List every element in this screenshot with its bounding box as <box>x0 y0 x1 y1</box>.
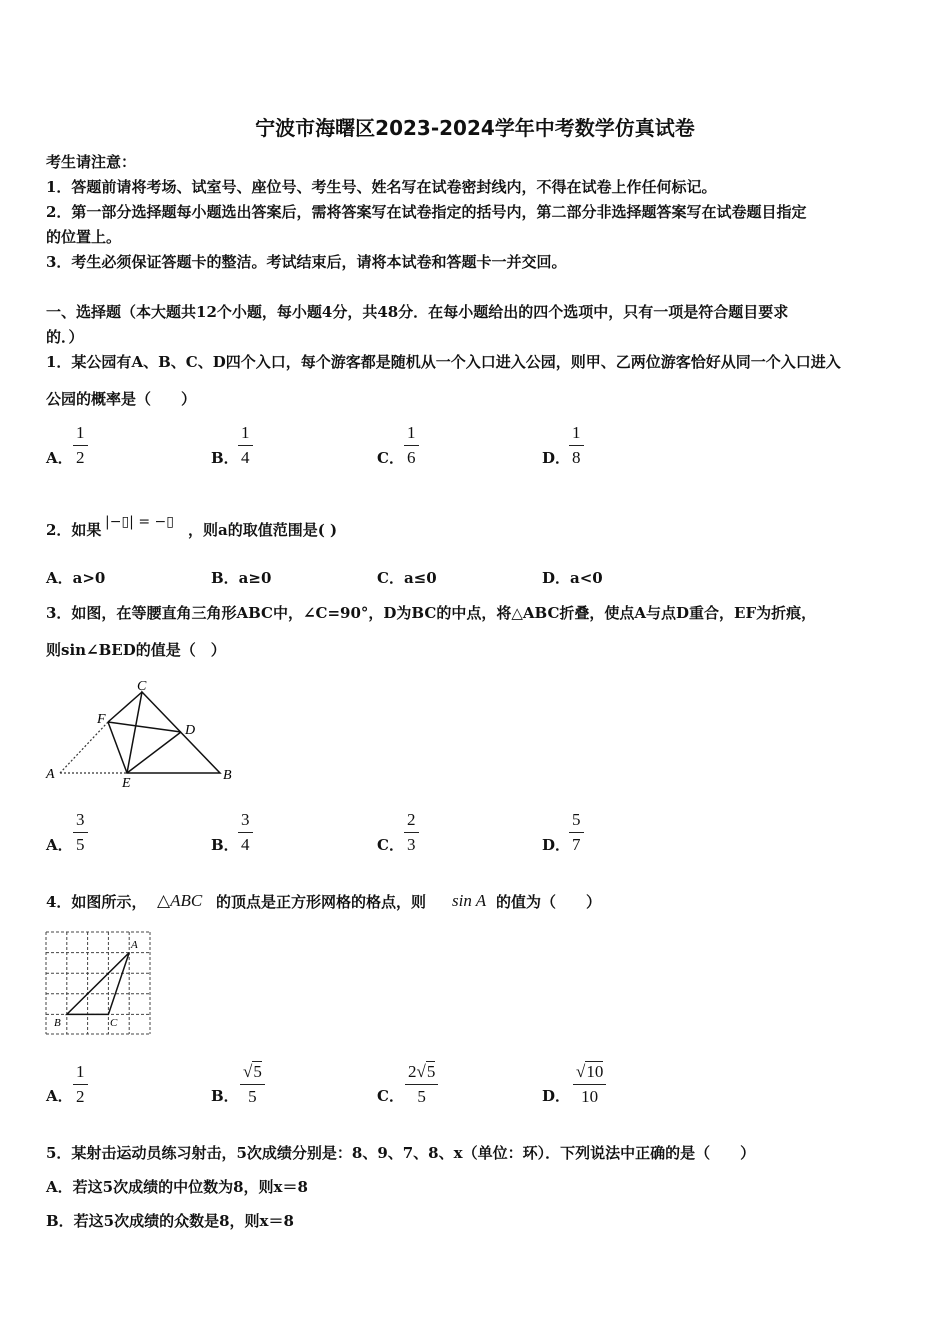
question-4-middle: 的顶点是正方形网格的格点，则 <box>216 893 427 911</box>
question-4-suffix: 的值为（ ） <box>496 893 602 911</box>
option-a-label: A． <box>46 836 73 854</box>
option-d-fraction <box>569 810 584 855</box>
option-a-fraction <box>73 1062 88 1107</box>
option-a-label: A． <box>46 1087 73 1105</box>
option-c-label: C． <box>377 836 404 854</box>
denominator: 2 <box>76 448 85 467</box>
numerator: 1 <box>572 423 581 442</box>
numerator: 1 <box>241 423 250 442</box>
notice-item: 3．考生必须保证答题卡的整洁。考试结束后，请将本试卷和答题卡一并交回。 <box>46 253 567 271</box>
question-4-sin: sin A <box>452 891 487 910</box>
option-b-label: B． <box>211 836 239 854</box>
question-3-figure <box>40 675 240 790</box>
question-2-expression: |−▯| = −▯ <box>105 514 174 530</box>
option-c-label: C． <box>377 1087 404 1105</box>
radicand: 5 <box>426 1062 436 1081</box>
option-c-fraction <box>404 810 419 855</box>
section-heading: 一、选择题（本大题共12个小题，每小题4分，共48分．在每小题给出的四个选项中，只有一项是符合题目要求 <box>46 303 789 321</box>
denominator: 6 <box>407 448 416 467</box>
numerator: 2 <box>407 810 416 829</box>
page-title: 宁波市海曙区2023-2024学年中考数学仿真试卷 <box>255 116 695 140</box>
option-a-label: A． <box>46 449 73 467</box>
option-c-label: C． <box>377 449 404 467</box>
triangle-abc <box>67 953 129 1015</box>
numerator: 3 <box>76 810 85 829</box>
point-label-a: A <box>131 939 138 951</box>
option-a-fraction <box>73 810 88 855</box>
denominator: 3 <box>407 835 416 854</box>
point-label-b: B <box>54 1017 61 1029</box>
notice-item: 2．第一部分选择题每小题选出答案后，需将答案写在试卷指定的括号内，第二部分非选择题答案写在试卷题目指定 <box>46 203 807 221</box>
notice-item: 1．答题前请将考场、试室号、座位号、考生号、姓名写在试卷密封线内，不得在试卷上作任何标记。 <box>46 178 717 196</box>
numerator: 1 <box>76 423 85 442</box>
question-5-text: 5．某射击运动员练习射击，5次成绩分别是：8、9、7、8、x（单位：环）．下列说法中正确的是（ ） <box>46 1144 756 1162</box>
question-5-option-a: A．若这5次成绩的中位数为8，则x＝8 <box>46 1178 308 1196</box>
triangle-cbe <box>127 692 220 773</box>
point-label-a: A <box>46 767 55 782</box>
option-a-fraction <box>73 423 88 468</box>
denominator: 10 <box>581 1087 599 1106</box>
question-2-option-b: B．a≥0 <box>211 569 272 587</box>
question-4-figure <box>44 930 154 1038</box>
denominator: 7 <box>572 835 581 854</box>
notice-item: 的位置上。 <box>46 228 122 246</box>
point-label-c: C <box>110 1017 118 1029</box>
numerator: 5 <box>572 810 581 829</box>
numerator: √5 <box>243 1062 262 1081</box>
option-c-fraction <box>404 423 419 468</box>
question-2-option-a: A．a>0 <box>46 569 106 587</box>
denominator: 2 <box>76 1087 85 1106</box>
question-3-text-cont: 则sin∠BED的值是（ ） <box>46 641 226 659</box>
section-heading-cont: 的．） <box>46 328 84 346</box>
point-label-d: D <box>185 723 196 738</box>
numerator: 3 <box>241 810 250 829</box>
segment-fd <box>108 722 181 732</box>
denominator: 5 <box>417 1087 426 1106</box>
option-c-fraction <box>405 1062 438 1107</box>
option-d-fraction <box>573 1062 606 1107</box>
numerator: 1 <box>407 423 416 442</box>
option-d-label: D． <box>542 1087 571 1105</box>
option-d-label: D． <box>542 449 571 467</box>
denominator: 4 <box>241 448 250 467</box>
point-label-e: E <box>122 776 131 790</box>
option-b-fraction <box>238 810 253 855</box>
question-2-prefix: 2．如果 <box>46 521 102 539</box>
numerator: √10 <box>576 1062 604 1081</box>
option-d-fraction <box>569 423 584 468</box>
point-label-b: B <box>223 768 232 783</box>
question-2-suffix: ，则a的取值范围是( ) <box>188 521 338 539</box>
segment-fe <box>108 722 127 773</box>
numerator: 2√5 <box>408 1062 436 1081</box>
option-b-fraction <box>240 1062 265 1107</box>
radicand: 5 <box>253 1062 262 1081</box>
question-2-option-c: C．a≤0 <box>377 569 437 587</box>
point-label-f: F <box>97 712 106 727</box>
question-1-text-cont: 公园的概率是（ ） <box>46 390 197 408</box>
question-2-option-d: D．a<0 <box>542 569 603 587</box>
question-4-triangle: △ABC <box>157 891 203 910</box>
question-1-text: 1．某公园有A、B、C、D四个入口，每个游客都是随机从一个入口进入公园，则甲、乙两位游客恰好从同一个入口进入 <box>46 353 841 371</box>
fold-line-af <box>60 722 108 773</box>
denominator: 5 <box>248 1087 257 1106</box>
notice-heading: 考生请注意： <box>46 153 137 171</box>
option-b-label: B． <box>211 449 239 467</box>
radicand: 10 <box>586 1062 604 1081</box>
option-d-label: D． <box>542 836 571 854</box>
denominator: 8 <box>572 448 581 467</box>
denominator: 4 <box>241 835 250 854</box>
question-3-text: 3．如图，在等腰直角三角形ABC中，∠C=90°，D为BC的中点，将△ABC折叠，使点A与点D重合，EF为折痕， <box>46 604 817 622</box>
numerator: 1 <box>76 1062 85 1081</box>
option-b-label: B． <box>211 1087 239 1105</box>
segment-ed <box>127 732 181 773</box>
point-label-c: C <box>137 679 147 694</box>
question-5-option-b: B．若这5次成绩的众数是8，则x＝8 <box>46 1212 294 1230</box>
option-b-fraction <box>238 423 253 468</box>
denominator: 5 <box>76 835 85 854</box>
question-4-prefix: 4．如图所示， <box>46 893 147 911</box>
